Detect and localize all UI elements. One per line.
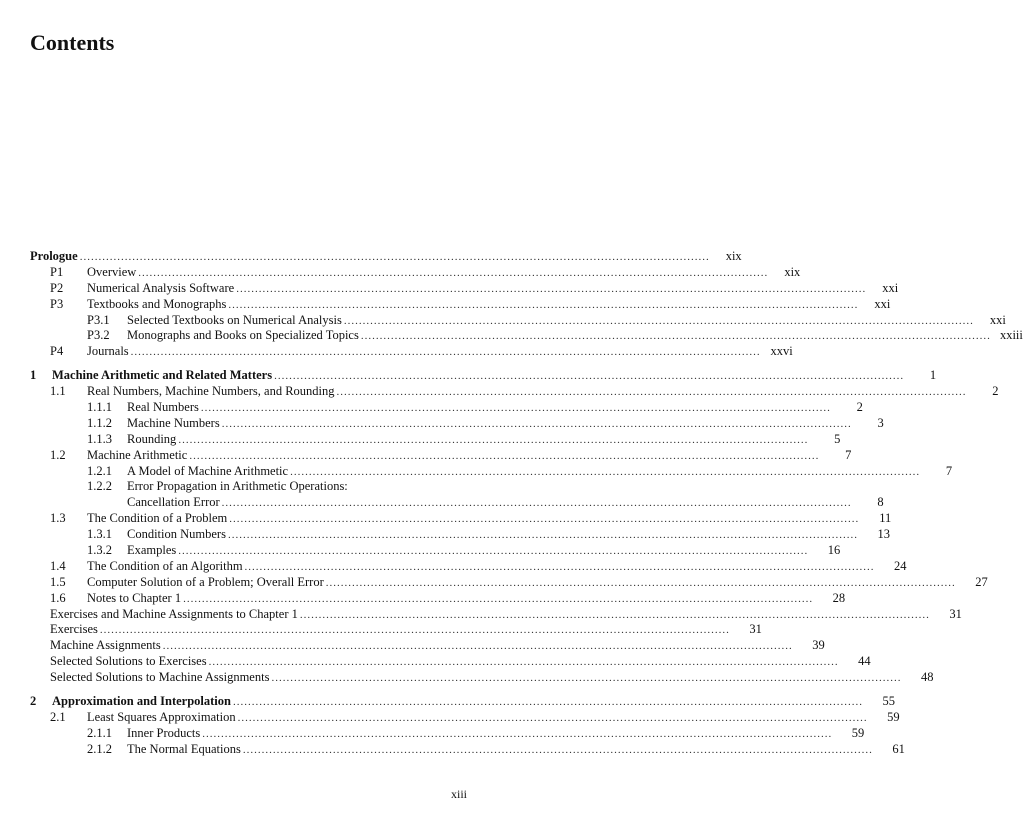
dot-leader — [337, 385, 967, 401]
dot-leader — [245, 560, 875, 576]
dot-leader — [163, 639, 793, 655]
toc-entry-number: 1.3.2 — [87, 543, 112, 558]
toc-entry-title: Numerical Analysis Software — [87, 280, 235, 295]
toc-entry-number: 1.2 — [50, 447, 66, 462]
toc-entry-number: P1 — [50, 264, 64, 279]
toc-entry[interactable] — [30, 328, 1023, 344]
toc-entry-page: 27 — [975, 574, 988, 589]
toc-entry[interactable] — [30, 415, 884, 432]
toc-entry[interactable] — [30, 741, 905, 758]
toc-entry[interactable] — [30, 574, 988, 591]
toc-entry-number: P3.1 — [87, 312, 110, 327]
toc-entry[interactable] — [30, 479, 467, 495]
table-of-contents — [30, 249, 1023, 758]
toc-entry[interactable] — [30, 344, 793, 360]
toc-entry-number: 2.1.1 — [87, 725, 112, 740]
dot-leader — [326, 576, 956, 592]
dot-leader — [228, 298, 858, 314]
toc-entry[interactable] — [30, 694, 895, 710]
toc-entry-page: 2 — [992, 384, 999, 399]
dot-leader — [80, 250, 710, 266]
toc-entry-title: Notes to Chapter 1 — [87, 590, 182, 605]
dot-leader — [233, 695, 863, 711]
toc-entry-number: 1.5 — [50, 574, 66, 589]
toc-entry-page: 39 — [812, 638, 825, 653]
toc-entry[interactable] — [30, 249, 742, 265]
toc-entry[interactable] — [30, 447, 852, 464]
toc-entry[interactable] — [30, 280, 899, 297]
toc-entry[interactable] — [30, 622, 762, 638]
toc-entry-page: 44 — [858, 654, 871, 669]
toc-entry[interactable] — [30, 670, 934, 686]
dot-leader — [274, 369, 904, 385]
dot-leader — [222, 496, 852, 512]
toc-entry-number: P2 — [50, 280, 64, 295]
toc-entry-page: xix — [784, 264, 801, 279]
toc-entry-title: Least Squares Approximation — [87, 709, 236, 724]
dot-leader — [361, 329, 991, 345]
dot-leader — [238, 711, 868, 727]
toc-entry-page: 31 — [949, 606, 962, 621]
toc-entry[interactable] — [30, 296, 891, 313]
toc-entry-page: xxi — [989, 312, 1006, 327]
toc-entry-number: 2.1.2 — [87, 741, 112, 756]
toc-entry-page: 1 — [929, 368, 937, 383]
toc-entry[interactable] — [30, 558, 907, 575]
toc-entry[interactable] — [30, 431, 841, 448]
dot-leader — [183, 592, 813, 608]
toc-entry-title: Error Propagation in Arithmetic Operations: — [127, 479, 348, 494]
toc-entry-title: Cancellation Error — [127, 495, 220, 510]
toc-entry-title: Inner Products — [127, 725, 201, 740]
toc-entry-title: Real Numbers — [127, 400, 199, 415]
toc-entry-title: Prologue — [30, 249, 78, 263]
toc-entry-number: 1.1.1 — [87, 400, 112, 415]
toc-entry-number: 1.3 — [50, 511, 66, 526]
toc-entry[interactable] — [30, 463, 953, 480]
toc-entry[interactable] — [30, 709, 900, 726]
toc-entry-title: A Model of Machine Arithmetic — [127, 463, 289, 478]
toc-entry-page: 2 — [856, 400, 863, 415]
toc-entry-page: 16 — [827, 543, 841, 558]
dot-leader — [271, 671, 901, 687]
dot-leader — [229, 512, 859, 528]
toc-entry[interactable] — [30, 264, 801, 281]
toc-entry-title: The Normal Equations — [127, 741, 241, 756]
toc-entry[interactable] — [30, 527, 890, 543]
toc-entry-number: 1.1.3 — [87, 431, 112, 446]
toc-entry-number: P3 — [50, 296, 64, 311]
toc-entry-number: 2.1 — [50, 709, 66, 724]
toc-entry[interactable] — [30, 638, 825, 654]
dot-leader — [222, 417, 852, 433]
toc-entry-title: Journals — [87, 344, 129, 359]
toc-entry-page: 61 — [892, 741, 905, 756]
dot-leader — [202, 727, 832, 743]
toc-entry-number: 1.4 — [50, 558, 66, 573]
dot-leader — [344, 314, 974, 330]
toc-entry-number: 1.2.2 — [87, 479, 112, 494]
toc-entry-page: 7 — [845, 447, 852, 462]
dot-leader — [236, 282, 866, 298]
dot-leader — [243, 743, 873, 759]
toc-entry[interactable] — [30, 654, 871, 670]
toc-entry-title: Selected Solutions to Exercises — [50, 654, 207, 669]
toc-entry-number: 1.3.1 — [87, 527, 112, 542]
toc-entry-title: Textbooks and Monographs — [87, 296, 227, 311]
toc-entry-title: Examples — [127, 543, 177, 558]
toc-entry-page: xxvi — [770, 344, 793, 359]
toc-entry-title: Real Numbers, Machine Numbers, and Rounding — [87, 384, 335, 399]
toc-entry[interactable] — [30, 400, 863, 416]
toc-entry-number: P4 — [50, 344, 64, 359]
toc-entry-number: 1 — [30, 368, 37, 383]
toc-entry-page: 13 — [877, 527, 890, 542]
toc-entry[interactable] — [30, 725, 865, 742]
toc-entry-title: Monographs and Books on Specialized Topics — [127, 328, 359, 343]
toc-entry[interactable] — [30, 495, 884, 511]
toc-entry-number: 1.6 — [50, 590, 66, 605]
dot-leader — [290, 465, 920, 481]
toc-entry-title: Exercises and Machine Assignments to Chapter 1 — [50, 606, 298, 621]
dot-leader — [201, 401, 831, 417]
toc-entry-page: 31 — [749, 622, 762, 637]
page-number: xiii — [450, 787, 467, 801]
toc-entry-title: Machine Arithmetic and Related Matters — [52, 368, 273, 383]
toc-entry-title: The Condition of an Algorithm — [87, 558, 243, 573]
toc-entry-page: 3 — [877, 415, 884, 430]
toc-entry[interactable] — [30, 384, 999, 400]
toc-entry-number: 1.1 — [50, 384, 66, 399]
toc-entry-page: 7 — [945, 463, 953, 478]
toc-entry-number: 2 — [30, 694, 37, 709]
toc-entry-page: 59 — [851, 725, 865, 740]
dot-leader — [300, 608, 930, 624]
toc-entry[interactable] — [30, 312, 1006, 329]
toc-entry-page: 28 — [832, 590, 846, 605]
toc-entry-page: 55 — [882, 694, 895, 709]
page-title: Contents — [30, 30, 115, 55]
toc-entry-title: Computer Solution of a Problem; Overall Error — [87, 574, 324, 589]
dot-leader — [131, 345, 761, 361]
dot-leader — [228, 528, 858, 544]
toc-entry[interactable] — [30, 606, 962, 623]
dot-leader — [178, 433, 808, 449]
toc-entry-title: Exercises — [50, 622, 98, 637]
toc-entry-page: 5 — [834, 431, 841, 446]
toc-entry-page: 24 — [894, 558, 907, 573]
toc-entry-page: xxi — [874, 296, 891, 311]
toc-entry[interactable] — [30, 590, 846, 607]
toc-entry-title: Machine Numbers — [127, 415, 220, 430]
toc-entry-title: Machine Arithmetic — [87, 447, 188, 462]
toc-entry-number: P3.2 — [87, 328, 110, 343]
toc-entry-title: The Condition of a Problem — [87, 511, 228, 526]
dot-leader — [189, 449, 819, 465]
toc-entry-number: 1.1.2 — [87, 415, 112, 430]
toc-entry-title: Selected Solutions to Machine Assignments — [50, 670, 270, 685]
dot-leader — [178, 544, 808, 560]
toc-entry[interactable] — [30, 368, 937, 384]
dot-leader — [209, 655, 839, 671]
toc-entry-title: Condition Numbers — [127, 527, 226, 542]
toc-entry-title: Selected Textbooks on Numerical Analysis — [127, 312, 342, 327]
toc-entry-page: 48 — [920, 670, 934, 685]
toc-entry-page: xxi — [882, 280, 899, 295]
toc-entry[interactable] — [30, 543, 841, 559]
toc-entry[interactable] — [30, 511, 892, 527]
toc-entry-page: 11 — [879, 511, 892, 526]
toc-entry-page: xix — [725, 249, 742, 263]
toc-entry-title: Rounding — [127, 431, 177, 446]
toc-entry-title: Machine Assignments — [50, 638, 161, 653]
dot-leader — [138, 266, 768, 282]
toc-entry-page: 8 — [877, 495, 884, 510]
toc-entry-number: 1.2.1 — [87, 463, 112, 478]
toc-entry-title: Approximation and Interpolation — [52, 694, 231, 709]
toc-entry-title: Overview — [87, 264, 137, 279]
toc-entry-page: xxiii — [999, 328, 1023, 343]
dot-leader — [100, 623, 730, 639]
toc-entry-page: 59 — [887, 709, 900, 724]
